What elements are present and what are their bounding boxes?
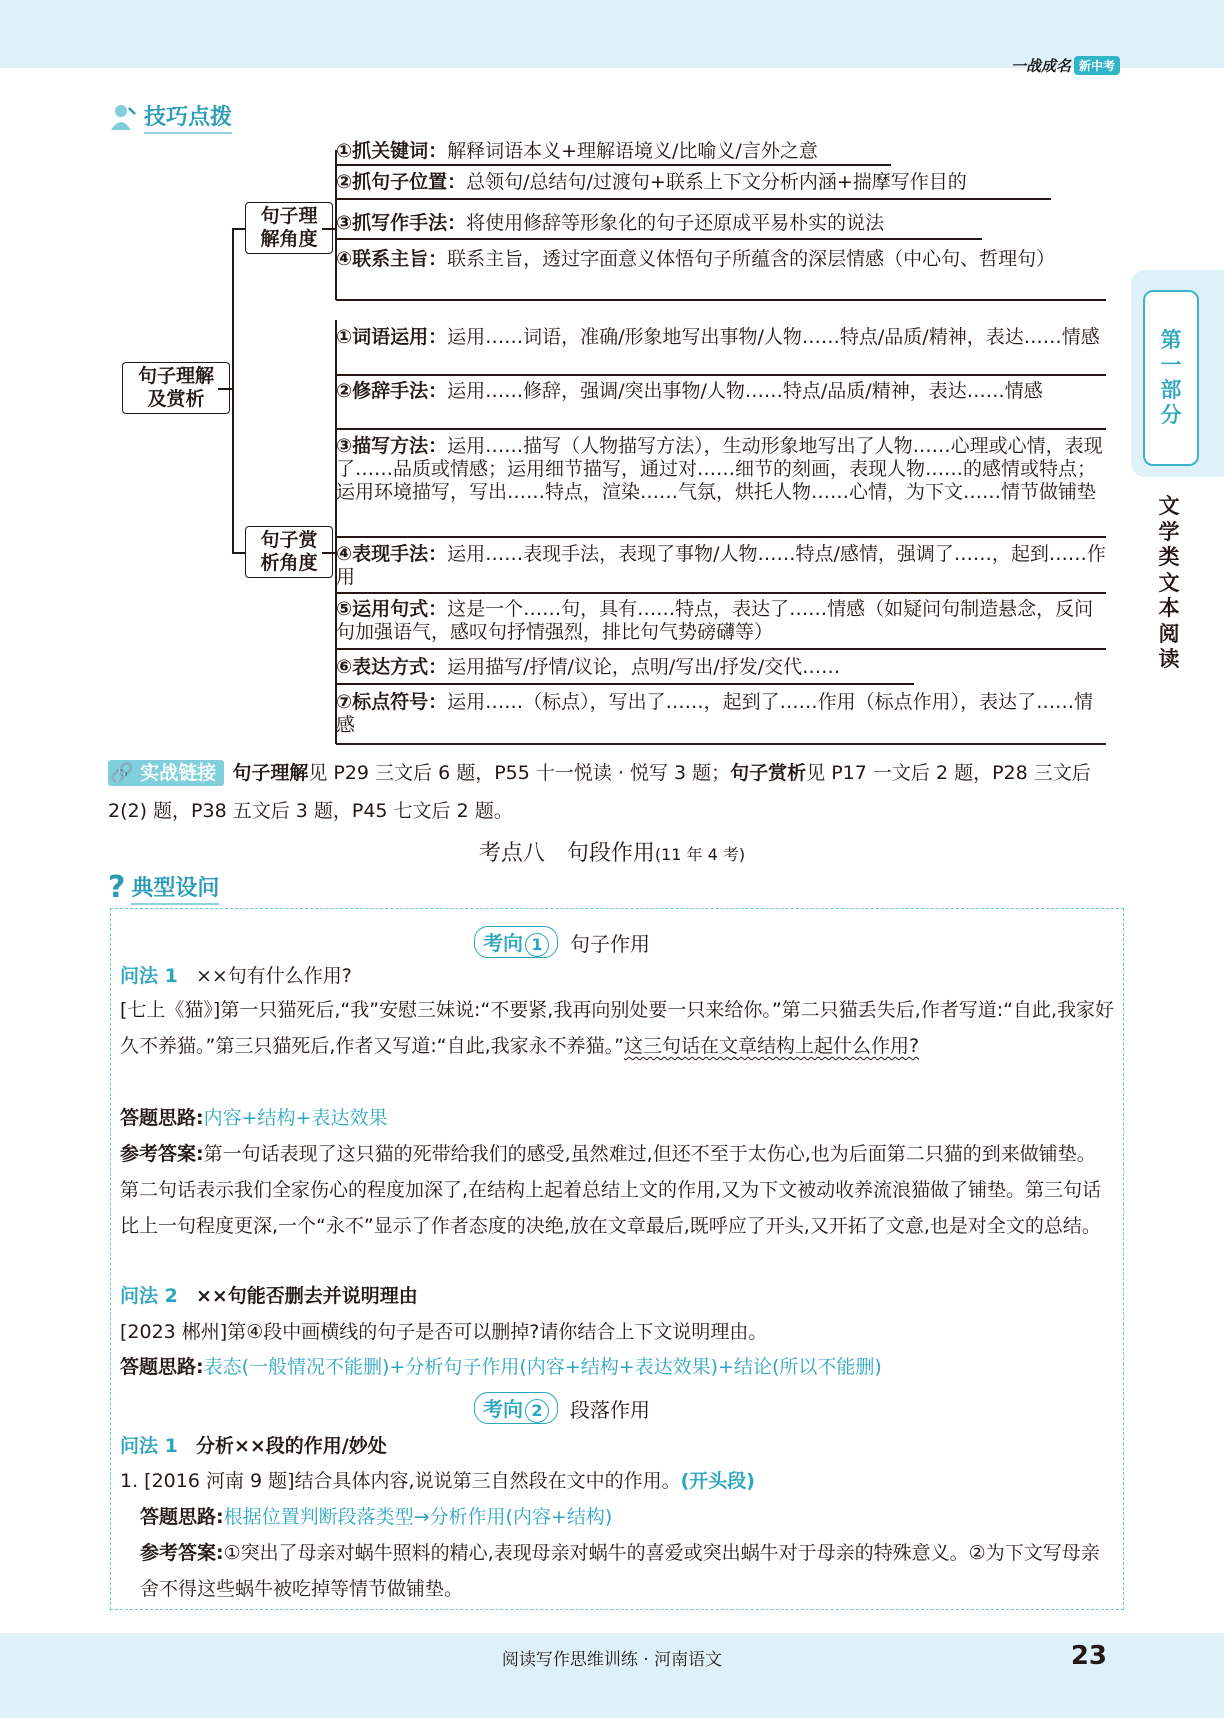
tips-heading-text: 技巧点拨 (144, 100, 232, 134)
answer-block: 参考答案:①突出了母亲对蜗牛照料的精心,表现母亲对蜗牛的喜爱或突出蜗牛对于母亲的特殊意义。②为下文写母亲舍不得这些蜗牛被吃掉等情节做铺垫。 (140, 1542, 1100, 1600)
appreciation-item: ②修辞手法：运用……修辞，强调/突出事物/人物……特点/品质/精神，表达……情感 (336, 380, 1043, 402)
appreciation-item: ⑦标点符号：运用……（标点），写出了……，起到了……作用（标点作用），表达了……情感 (336, 691, 1094, 736)
idea-text: 根据位置判断段落类型→分析作用(内容+结构) (223, 1506, 613, 1528)
appreciation-item: ⑤运用句式：这是一个……句，具有……特点，表达了……情感（如疑问句制造悬念，反问句加强语气，感叹句抒情强烈，排比句气势磅礴等） (336, 598, 1094, 643)
practice-text: 见 P29 三文后 6 题，P55 十一悦读 · 悦写 3 题； (308, 762, 731, 784)
connector (232, 552, 246, 554)
understanding-item: ①抓关键词：解释词语本义+理解语境义/比喻义/言外之意 (336, 140, 818, 162)
brand-badge: 新中考 (1074, 56, 1120, 75)
side-section-title (1147, 494, 1191, 673)
brand-logo (1011, 54, 1120, 76)
connector (322, 552, 335, 554)
question-text: 分析××段的作用/妙处 (195, 1435, 387, 1457)
kaodian-title (0, 836, 1224, 867)
appreciation-item: ⑥表达方式：运用描写/抒情/议论，点明/写出/抒发/交代…… (336, 656, 841, 678)
kaoxiang-title: 段落作用 (570, 1397, 650, 1422)
question-tag: (开头段) (680, 1470, 755, 1492)
kaoxiang-badge: 考向 1 (474, 926, 558, 958)
side-title-char: 读 (1158, 647, 1180, 671)
item-underline (336, 648, 1106, 650)
understanding-item: ③抓写作手法：将使用修辞等形象化的句子还原成平易朴实的说法 (336, 212, 885, 234)
kaodian-title-text: 考点八 句段作用 (478, 841, 655, 866)
question-label: 问法 1 (120, 1435, 178, 1457)
idea-line: 答题思路:内容+结构+表达效果 (120, 1107, 388, 1129)
item-underline (336, 238, 982, 240)
item-underline (336, 683, 914, 685)
question-label: 问法 1 (120, 965, 178, 987)
question-source: 1. [2016 河南 9 题]结合具体内容,说说第三自然段在文中的作用。(开头段) (120, 1470, 755, 1492)
kaoxiang-1 (0, 926, 1124, 958)
side-title-char: 学 (1158, 519, 1180, 544)
kaoxiang-2 (0, 1392, 1124, 1424)
branch-appreciation (245, 526, 333, 578)
item-underline (336, 164, 891, 166)
question-line (120, 1428, 1114, 1464)
question-line (120, 958, 1114, 994)
side-title-char: 阅 (1158, 621, 1180, 646)
question-label: 问法 2 (120, 1285, 178, 1307)
branch-line: 析角度 (260, 552, 318, 574)
question-text: ××句能否删去并说明理由 (195, 1285, 418, 1307)
appreciation-item: ③描写方法：运用……描写（人物描写方法），生动形象地写出了人物……心理或心情，表现了……品质或情感；运用细节描写，通过对……细节的刻画，表现人物……的感情或特点；运用环境描写，写出……特点，渲染……气氛，烘托人物……心情，为下文……情节做铺垫 (336, 435, 1103, 503)
side-tab-char: 部 (1160, 378, 1182, 402)
branch-line: 解角度 (260, 228, 318, 250)
connector (322, 228, 335, 230)
item-underline (336, 299, 1106, 301)
typical-heading-text: 典型设问 (131, 871, 219, 905)
practice-links (108, 754, 1124, 830)
idea-line: 答题思路:根据位置判断段落类型→分析作用(内容+结构) (140, 1506, 613, 1528)
mindmap-root (122, 362, 230, 414)
side-tab-char: 第 (1160, 328, 1182, 352)
side-title-char: 文 (1158, 570, 1180, 595)
answer-text: ①突出了母亲对蜗牛照料的精心,表现母亲对蜗牛的喜爱或突出蜗牛对于母亲的特殊意义。②为下文写母亲舍不得这些蜗牛被吃掉等情节做铺垫。 (140, 1542, 1100, 1600)
item-underline (336, 428, 1106, 430)
practice-text: 见 P17 一文后 2 题，P28 三文后 2(2) 题，P38 五文后 3 题，P45 七文后 2 题。 (108, 762, 1091, 822)
item-underline (336, 198, 1051, 200)
practice-bold: 句子理解 (232, 762, 309, 784)
idea-line: 答题思路:表态(一般情况不能删)+分析句子作用(内容+结构+表达效果)+结论(所以不能删) (120, 1356, 882, 1378)
kaoxiang-title: 句子作用 (570, 931, 650, 956)
practice-tag: 🔗 实战链接 (108, 760, 224, 786)
question-text: ××句有什么作用? (195, 965, 352, 987)
side-tab-char: 一 (1160, 353, 1182, 377)
connector (232, 228, 246, 230)
answer-text: 第一句话表现了这只猫的死带给我们的感受,虽然难过,但还不至于太伤心,也为后面第二只猫的到来做铺垫。第二句话表示我们全家伤心的程度加深了,在结构上起着总结上文的作用,又为下文被动收养流浪猫做了铺垫。第三句话比上一句程度更深,一个“永不”显示了作者态度的决绝,放在文章最后,既呼应了开头,又开拓了文意,也是对全文的总结。 (120, 1143, 1102, 1237)
root-line: 及赏析 (147, 388, 205, 410)
connector (232, 228, 234, 552)
question-source: [七上《猫》]第一只猫死后,“我”安慰三妹说:“不要紧,我再向别处要一只来给你。”第二只猫丢失后,作者写道:“自此,我家好久不养猫。”第三只猫死后,作者又写道:“自此,我家永不养猫。”这三句话在文章结构上起什么作用? (120, 999, 1115, 1057)
connector (218, 388, 232, 390)
practice-bold: 句子赏析 (730, 762, 807, 784)
side-title-char: 类 (1158, 545, 1180, 569)
kaoxiang-badge: 考向 2 (474, 1392, 558, 1424)
idea-text: 表态(一般情况不能删)+分析句子作用(内容+结构+表达效果)+结论(所以不能删) (203, 1356, 882, 1378)
answer-block: 参考答案:第一句话表现了这只猫的死带给我们的感受,虽然难过,但还不至于太伤心,也为后面第二只猫的到来做铺垫。第二句话表示我们全家伤心的程度加深了,在结构上起着总结上文的作用,又为下文被动收养流浪猫做了铺垫。第三句话比上一句程度更深,一个“永不”显示了作者态度的决绝,放在文章最后,既呼应了开头,又开拓了文意,也是对全文的总结。 (120, 1143, 1102, 1237)
question-ask: 这三句话在文章结构上起什么作用? (624, 1035, 920, 1057)
item-underline (336, 743, 1106, 745)
footer-title: 阅读写作思维训练 · 河南语文 (501, 1650, 723, 1670)
page-number: 23 (1070, 1641, 1107, 1671)
person-icon (108, 102, 138, 132)
kaodian-note: (11 年 4 考) (654, 845, 746, 864)
understanding-item: ②抓句子位置：总领句/总结句/过渡句+联系上下文分析内涵+揣摩写作目的 (336, 171, 967, 193)
appreciation-item: ①词语运用：运用……词语，准确/形象地写出事物/人物……特点/品质/精神，表达……情感 (336, 326, 1100, 348)
item-underline (336, 536, 1106, 538)
item-underline (336, 592, 1106, 594)
understanding-item: ④联系主旨：联系主旨，透过字面意义体悟句子所蕴含的深层情感（中心句、哲理句） (336, 248, 1056, 270)
side-title-char: 本 (1158, 596, 1180, 620)
side-part-tab (1143, 290, 1199, 466)
branch-line: 句子赏 (260, 529, 318, 551)
tips-heading (108, 100, 232, 134)
question-source: [2023 郴州]第④段中画横线的句子是否可以删掉?请你结合上下文说明理由。 (120, 1321, 768, 1343)
brand-text: 一战成名 (1010, 56, 1071, 75)
branch-understanding (245, 202, 333, 254)
appreciation-item: ④表现手法：运用……表现手法，表现了事物/人物……特点/感情，强调了……，起到……作用 (336, 543, 1106, 588)
question-mark-icon: ? (108, 870, 126, 905)
question-line (120, 1278, 1114, 1314)
item-underline (336, 374, 1106, 376)
side-title-char: 文 (1158, 494, 1180, 518)
idea-text: 内容+结构+表达效果 (203, 1107, 388, 1129)
typical-heading (108, 870, 219, 905)
root-line: 句子理解 (137, 365, 214, 387)
side-tab-char: 分 (1160, 403, 1182, 427)
branch-line: 句子理 (260, 205, 318, 227)
link-icon: 🔗 (110, 762, 134, 784)
footer (0, 1633, 1224, 1718)
